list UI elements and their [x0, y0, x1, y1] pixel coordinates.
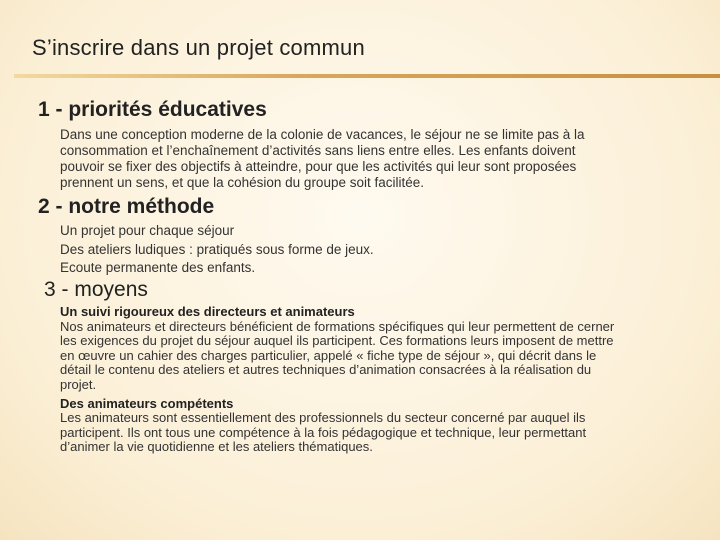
section-2-body: [60, 222, 374, 278]
section-2-line: Des ateliers ludiques : pratiqués sous forme de jeux.: [60, 241, 374, 257]
section-3-line: les exigences du projet du séjour auquel ils participent. Ces formations leurs imposent de mettre: [60, 333, 614, 349]
section-3-line: d’animer la vie quotidienne et les ateliers thématiques.: [60, 439, 373, 455]
section-3-line: Les animateurs sont essentiellement des professionnels du secteur concerné par auquel ils: [60, 410, 586, 426]
title-underline: [14, 74, 720, 78]
section-2-line: Un projet pour chaque séjour: [60, 223, 235, 238]
section-2-line: Ecoute permanente des enfants.: [60, 260, 256, 275]
section-3-line: projet.: [60, 376, 97, 392]
section-1-body: [60, 127, 585, 191]
section-2-heading: 2 - notre méthode: [38, 195, 215, 218]
subheading-suivi: Un suivi rigoureux des directeurs et animateurs: [60, 304, 355, 319]
page-title: S’inscrire dans un projet commun: [32, 35, 365, 60]
section-3-heading: 3 - moyens: [44, 278, 148, 301]
section-1-line: Dans une conception moderne de la colonie de vacances, le séjour ne se limite pas à la: [60, 127, 585, 142]
section-3-line: participent. Ils ont tous une compétence à la fois pédagogique et technique, leur permettant: [60, 424, 587, 440]
subheading-animateurs: Des animateurs compétents: [60, 395, 234, 411]
section-3-body: [60, 305, 614, 455]
section-1-heading: 1 - priorités éducatives: [38, 98, 267, 121]
section-1-line: pouvoir se fixer des objectifs à atteindre, pour que les activités qui leur sont proposées: [60, 159, 577, 174]
section-1-line: prennent un sens, et que la cohésion du groupe soit facilitée.: [60, 175, 424, 190]
section-3-line: Nos animateurs et directeurs bénéficient de formations spécifiques qui leur permettent de cerner: [60, 318, 615, 334]
section-3-line: détail le contenu des ateliers et autres techniques d’animation consacrées à la réalisation du: [60, 362, 592, 378]
section-1-line: consommation et l’enchaînement d’activités sans liens entre elles. Les enfants doivent: [60, 143, 576, 158]
section-3-line: en œuvre un cahier des charges particulier, appelé « fiche type de séjour », qui décrit dans le: [60, 347, 597, 363]
